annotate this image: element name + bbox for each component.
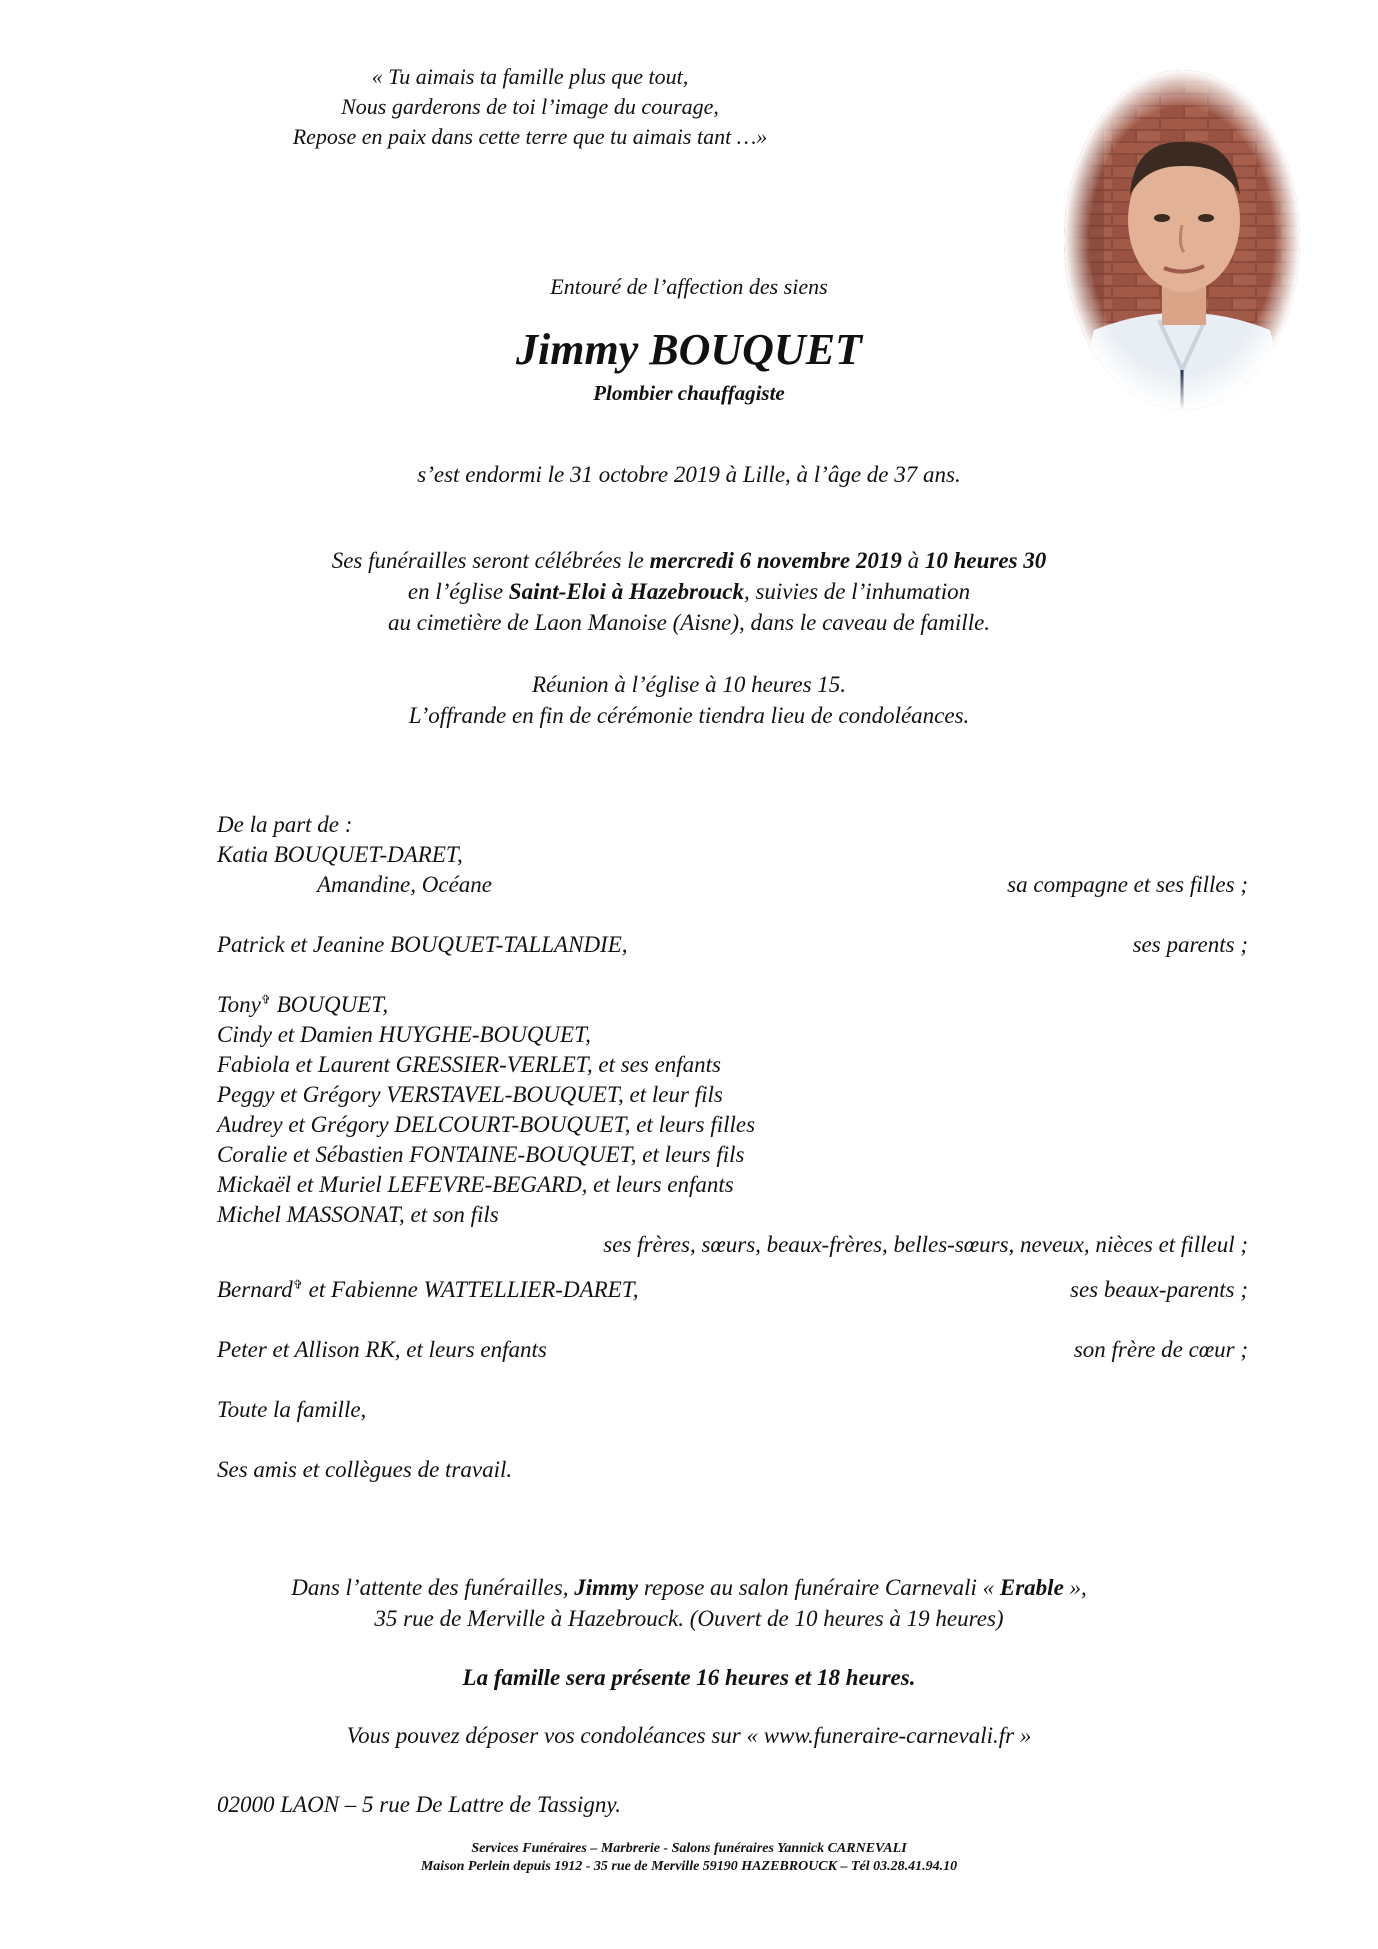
heart-brother-relation: son frère de cœur ; — [1073, 1337, 1248, 1362]
wake-name: Jimmy — [574, 1575, 639, 1600]
intro-text: Entouré de l’affection des siens — [550, 274, 828, 299]
sibling-line: Peggy et Grégory VERSTAVEL-BOUQUET, et leur fils — [217, 1082, 723, 1107]
funeral-line-1: Ses funérailles seront célébrées le mercredi 6 novembre 2019 à 10 heures 30 — [331, 548, 1047, 573]
whole-family: Toute la famille, — [217, 1397, 367, 1422]
siblings-relation: ses frères, sœurs, beaux-frères, belles-sœurs, neveux, nièces et filleul ; — [603, 1232, 1248, 1257]
cross-icon: ✞ — [260, 992, 271, 1007]
footer — [0, 1840, 1378, 1876]
funeral-time: 10 heures 30 — [924, 548, 1047, 573]
family-presence: La famille sera présente 16 heures et 18 heures. — [462, 1665, 916, 1690]
sibling-line: Coralie et Sébastien FONTAINE-BOUQUET, et leurs fils — [217, 1142, 745, 1167]
funeral-line-3: au cimetière de Laon Manoise (Aisne), dans le caveau de famille. — [387, 610, 991, 635]
sibling-line: Mickaël et Muriel LEFEVRE-BEGARD, et leurs enfants — [217, 1172, 734, 1197]
sibling-line: Michel MASSONAT, et son fils — [217, 1202, 499, 1227]
parents-relation: ses parents ; — [1132, 932, 1248, 957]
sibling-line: Fabiola et Laurent GRESSIER-VERLET, et ses enfants — [217, 1052, 722, 1077]
wake-line-2: 35 rue de Merville à Hazebrouck. (Ouvert de 10 heures à 19 heures) — [374, 1606, 1004, 1631]
reunion-line: Réunion à l’église à 10 heures 15. — [531, 672, 847, 697]
quote-line: « Tu aimais ta famille plus que tout, — [371, 64, 689, 89]
partner-relation: sa compagne et ses filles ; — [1007, 872, 1248, 897]
partner-name: Katia BOUQUET-DARET, — [217, 842, 463, 867]
address: 02000 LAON – 5 rue De Lattre de Tassigny. — [217, 1792, 622, 1817]
sibling-line: Cindy et Damien HUYGHE-BOUQUET, — [217, 1022, 591, 1047]
quote-line: Repose en paix dans cette terre que tu aimais tant …» — [292, 124, 768, 149]
footer-line: Services Funéraires – Marbrerie - Salons funéraires Yannick CARNEVALI — [471, 1841, 907, 1856]
cross-icon: ✞ — [292, 1277, 303, 1292]
funeral-line-2: en l’église Saint-Eloi à Hazebrouck, suivies de l’inhumation — [407, 579, 971, 604]
parents-names: Patrick et Jeanine BOUQUET-TALLANDIE, — [217, 932, 628, 957]
condolences-notice: Vous pouvez déposer vos condoléances sur « www.funeraire-carnevali.fr » — [346, 1723, 1032, 1748]
salon-name: Erable — [999, 1575, 1064, 1600]
funeral-church: Saint-Eloi à Hazebrouck — [508, 579, 744, 604]
heart-brother-names: Peter et Allison RK, et leurs enfants — [217, 1337, 547, 1362]
footer-line: Maison Perlein depuis 1912 - 35 rue de Merville 59190 HAZEBROUCK – Tél 03.28.41.94.10 — [420, 1859, 958, 1874]
friends-colleagues: Ses amis et collègues de travail. — [217, 1457, 513, 1482]
inlaws-relation: ses beaux-parents ; — [1070, 1277, 1248, 1302]
quote-line: Nous garderons de toi l’image du courage, — [341, 94, 719, 119]
inlaws-names: Bernard✞ et Fabienne WATTELLIER-DARET, — [217, 1277, 639, 1302]
daughters-names: Amandine, Océane — [317, 872, 492, 897]
memorial-quote — [230, 62, 830, 152]
profession: Plombier chauffagiste — [593, 381, 785, 405]
offering-line: L’offrande en fin de cérémonie tiendra lieu de condoléances. — [408, 703, 970, 728]
wake-line-1: Dans l’attente des funérailles, Jimmy repose au salon funéraire Carnevali « Erable », — [291, 1575, 1087, 1600]
family-intro: De la part de : — [217, 812, 353, 837]
deceased-name: Jimmy BOUQUET — [516, 325, 862, 374]
sibling-deceased: Tony✞ BOUQUET, — [217, 992, 389, 1017]
funeral-date: mercredi 6 novembre 2019 — [649, 548, 902, 573]
death-notice: s’est endormi le 31 octobre 2019 à Lille, à l’âge de 37 ans. — [417, 462, 961, 487]
sibling-line: Audrey et Grégory DELCOURT-BOUQUET, et leurs filles — [217, 1112, 756, 1137]
